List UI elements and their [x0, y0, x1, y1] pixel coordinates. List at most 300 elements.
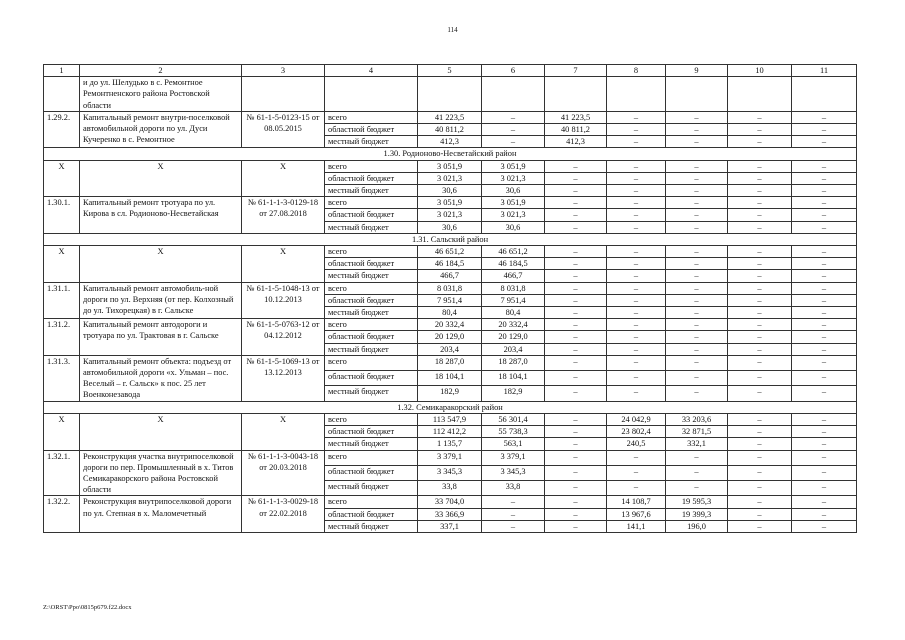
amount-cell: –: [728, 371, 792, 386]
amount-cell: –: [792, 520, 857, 532]
amount-cell: 203,4: [482, 343, 545, 355]
amount-cell: 18 287,0: [418, 355, 482, 370]
amount-cell: –: [728, 343, 792, 355]
amount-cell: –: [728, 282, 792, 294]
permit-document: № 61-1-5-1048-13 от 10.12.2013: [242, 282, 325, 319]
amount-cell: –: [728, 426, 792, 438]
amount-cell: 33,8: [418, 481, 482, 496]
amount-cell: –: [728, 319, 792, 331]
amount-cell: –: [728, 386, 792, 401]
object-name: Х: [80, 413, 242, 450]
amount-cell: 41 223,5: [418, 111, 482, 123]
amount-cell: 3 021,3: [418, 209, 482, 221]
amount-cell: 113 547,9: [418, 413, 482, 425]
section-row: [44, 148, 857, 160]
budget-source: всего: [325, 197, 418, 209]
amount-cell: 80,4: [418, 307, 482, 319]
amount-cell: –: [607, 371, 666, 386]
amount-cell: 563,1: [482, 438, 545, 450]
budget-source: местный бюджет: [325, 343, 418, 355]
column-number: 8: [607, 65, 666, 77]
budget-line-row: [44, 450, 857, 465]
empty-cell: [242, 77, 325, 112]
amount-cell: –: [728, 496, 792, 508]
amount-cell: 18 287,0: [482, 355, 545, 370]
object-name: Капитальный ремонт объекта: подъезд от автомобильной дороги «х. Ульман – пос. Веселый – г. Сальск» к пос. 25 лет Военконезавода: [80, 355, 242, 401]
amount-cell: 182,9: [418, 386, 482, 401]
column-number: 9: [666, 65, 728, 77]
amount-cell: 33 704,0: [418, 496, 482, 508]
amount-cell: –: [728, 246, 792, 258]
amount-cell: 332,1: [666, 438, 728, 450]
amount-cell: 466,7: [482, 270, 545, 282]
permit-document: № 61-1-1-3-0129-18 от 27.08.2018: [242, 197, 325, 234]
amount-cell: 46 184,5: [418, 258, 482, 270]
amount-cell: –: [792, 124, 857, 136]
budget-source: областной бюджет: [325, 172, 418, 184]
budget-line-row: [44, 355, 857, 370]
amount-cell: 18 104,1: [482, 371, 545, 386]
amount-cell: 3 379,1: [418, 450, 482, 465]
amount-cell: –: [666, 258, 728, 270]
budget-source: всего: [325, 450, 418, 465]
amount-cell: 3 051,9: [418, 197, 482, 209]
budget-source: всего: [325, 355, 418, 370]
amount-cell: –: [728, 221, 792, 233]
amount-cell: –: [607, 307, 666, 319]
amount-cell: 3 051,9: [482, 197, 545, 209]
amount-cell: –: [728, 124, 792, 136]
file-path-footer: Z:\ORST\Ppo\0815p679.f22.docx: [43, 604, 132, 611]
amount-cell: –: [792, 185, 857, 197]
amount-cell: –: [545, 386, 607, 401]
amount-cell: –: [666, 209, 728, 221]
amount-cell: –: [607, 246, 666, 258]
amount-cell: –: [792, 197, 857, 209]
amount-cell: –: [792, 209, 857, 221]
amount-cell: –: [545, 438, 607, 450]
amount-cell: –: [666, 160, 728, 172]
amount-cell: 203,4: [418, 343, 482, 355]
amount-cell: 3 051,9: [418, 160, 482, 172]
section-title: 1.30. Родионово-Несветайский район: [44, 148, 857, 160]
amount-cell: –: [728, 465, 792, 480]
amount-cell: 33 203,6: [666, 413, 728, 425]
budget-source: областной бюджет: [325, 371, 418, 386]
amount-cell: –: [792, 111, 857, 123]
amount-cell: –: [792, 450, 857, 465]
amount-cell: –: [792, 136, 857, 148]
permit-document: Х: [242, 413, 325, 450]
amount-cell: –: [728, 508, 792, 520]
amount-cell: 46 184,5: [482, 258, 545, 270]
item-id: 1.32.1.: [44, 450, 80, 496]
amount-cell: 141,1: [607, 520, 666, 532]
amount-cell: –: [792, 343, 857, 355]
amount-cell: –: [607, 258, 666, 270]
budget-source: областной бюджет: [325, 508, 418, 520]
column-number: 2: [80, 65, 242, 77]
amount-cell: –: [728, 294, 792, 306]
amount-cell: –: [545, 413, 607, 425]
amount-cell: 1 135,7: [418, 438, 482, 450]
amount-cell: –: [607, 319, 666, 331]
amount-cell: –: [607, 111, 666, 123]
amount-cell: –: [728, 172, 792, 184]
amount-cell: 19 595,3: [666, 496, 728, 508]
amount-cell: –: [545, 172, 607, 184]
amount-cell: –: [666, 197, 728, 209]
empty-cell: [666, 77, 728, 112]
budget-source: местный бюджет: [325, 386, 418, 401]
amount-cell: –: [728, 136, 792, 148]
amount-cell: –: [607, 209, 666, 221]
object-name: Капитальный ремонт внутри-поселковой автомобильной дороги по ул. Дуси Кучеренко в с. Ремонтное: [80, 111, 242, 148]
budget-source: областной бюджет: [325, 465, 418, 480]
amount-cell: 8 031,8: [418, 282, 482, 294]
amount-cell: –: [607, 124, 666, 136]
budget-source: местный бюджет: [325, 270, 418, 282]
budget-source: местный бюджет: [325, 481, 418, 496]
amount-cell: –: [607, 185, 666, 197]
budget-source: всего: [325, 160, 418, 172]
amount-cell: 182,9: [482, 386, 545, 401]
budget-source: всего: [325, 111, 418, 123]
item-id: [44, 77, 80, 112]
amount-cell: –: [607, 331, 666, 343]
amount-cell: –: [792, 258, 857, 270]
amount-cell: –: [545, 307, 607, 319]
amount-cell: 19 399,3: [666, 508, 728, 520]
budget-line-row: [44, 111, 857, 123]
amount-cell: 55 738,3: [482, 426, 545, 438]
object-name: Х: [80, 160, 242, 197]
amount-cell: 41 223,5: [545, 111, 607, 123]
amount-cell: –: [607, 160, 666, 172]
amount-cell: –: [666, 355, 728, 370]
amount-cell: 32 871,5: [666, 426, 728, 438]
column-number: 5: [418, 65, 482, 77]
amount-cell: 30,6: [482, 185, 545, 197]
amount-cell: –: [607, 355, 666, 370]
amount-cell: 466,7: [418, 270, 482, 282]
amount-cell: 3 021,3: [482, 172, 545, 184]
amount-cell: –: [666, 294, 728, 306]
amount-cell: –: [666, 331, 728, 343]
amount-cell: –: [728, 197, 792, 209]
amount-cell: –: [545, 465, 607, 480]
amount-cell: –: [545, 426, 607, 438]
amount-cell: –: [545, 160, 607, 172]
amount-cell: 30,6: [418, 185, 482, 197]
object-name: и до ул. Шелудько в с. Ремонтное Ремонтненского района Ростовской области: [80, 77, 242, 112]
amount-cell: –: [666, 172, 728, 184]
amount-cell: –: [728, 185, 792, 197]
amount-cell: –: [607, 343, 666, 355]
amount-cell: 3 051,9: [482, 160, 545, 172]
budget-source: местный бюджет: [325, 307, 418, 319]
amount-cell: –: [728, 438, 792, 450]
amount-cell: 196,0: [666, 520, 728, 532]
amount-cell: –: [666, 450, 728, 465]
amount-cell: –: [545, 221, 607, 233]
amount-cell: –: [792, 508, 857, 520]
amount-cell: 24 042,9: [607, 413, 666, 425]
amount-cell: –: [666, 136, 728, 148]
amount-cell: 20 129,0: [418, 331, 482, 343]
amount-cell: –: [607, 270, 666, 282]
item-id: 1.30.1.: [44, 197, 80, 234]
budget-source: областной бюджет: [325, 426, 418, 438]
amount-cell: 20 332,4: [482, 319, 545, 331]
amount-cell: 112 412,2: [418, 426, 482, 438]
amount-cell: –: [545, 319, 607, 331]
column-number: 10: [728, 65, 792, 77]
budget-source: местный бюджет: [325, 438, 418, 450]
amount-cell: 40 811,2: [545, 124, 607, 136]
amount-cell: –: [728, 413, 792, 425]
amount-cell: –: [545, 355, 607, 370]
item-id: Х: [44, 160, 80, 197]
page-number: 114: [447, 26, 458, 34]
amount-cell: 20 129,0: [482, 331, 545, 343]
amount-cell: –: [607, 197, 666, 209]
budget-line-row: [44, 319, 857, 331]
amount-cell: –: [545, 270, 607, 282]
budget-source: областной бюджет: [325, 258, 418, 270]
permit-document: № 61-1-1-3-0043-18 от 20.03.2018: [242, 450, 325, 496]
amount-cell: –: [792, 294, 857, 306]
item-id: 1.31.1.: [44, 282, 80, 319]
amount-cell: –: [728, 270, 792, 282]
empty-cell: [482, 77, 545, 112]
budget-source: местный бюджет: [325, 520, 418, 532]
amount-cell: –: [792, 426, 857, 438]
amount-cell: –: [792, 496, 857, 508]
amount-cell: –: [545, 450, 607, 465]
amount-cell: –: [482, 520, 545, 532]
amount-cell: –: [728, 450, 792, 465]
amount-cell: –: [607, 136, 666, 148]
empty-cell: [545, 77, 607, 112]
amount-cell: –: [728, 160, 792, 172]
budget-source: областной бюджет: [325, 331, 418, 343]
budget-line-row: [44, 282, 857, 294]
amount-cell: –: [728, 209, 792, 221]
amount-cell: –: [792, 331, 857, 343]
column-number: 4: [325, 65, 418, 77]
column-number: 3: [242, 65, 325, 77]
item-id: 1.31.2.: [44, 319, 80, 356]
amount-cell: –: [728, 355, 792, 370]
amount-cell: –: [482, 508, 545, 520]
budget-source: местный бюджет: [325, 221, 418, 233]
budget-line-row: [44, 197, 857, 209]
amount-cell: 80,4: [482, 307, 545, 319]
amount-cell: –: [666, 386, 728, 401]
amount-cell: –: [482, 111, 545, 123]
budget-source: всего: [325, 282, 418, 294]
budget-line-row: [44, 246, 857, 258]
amount-cell: 30,6: [418, 221, 482, 233]
amount-cell: 240,5: [607, 438, 666, 450]
amount-cell: –: [545, 371, 607, 386]
amount-cell: 14 108,7: [607, 496, 666, 508]
amount-cell: –: [666, 282, 728, 294]
amount-cell: –: [666, 124, 728, 136]
budget-source: местный бюджет: [325, 136, 418, 148]
empty-cell: [792, 77, 857, 112]
amount-cell: –: [666, 111, 728, 123]
amount-cell: –: [792, 413, 857, 425]
budget-line-row: [44, 160, 857, 172]
amount-cell: 412,3: [545, 136, 607, 148]
column-number: 6: [482, 65, 545, 77]
amount-cell: –: [666, 307, 728, 319]
amount-cell: –: [792, 160, 857, 172]
amount-cell: –: [792, 172, 857, 184]
amount-cell: 7 951,4: [418, 294, 482, 306]
amount-cell: 3 345,3: [482, 465, 545, 480]
amount-cell: –: [792, 438, 857, 450]
amount-cell: –: [666, 185, 728, 197]
amount-cell: –: [728, 111, 792, 123]
item-id: 1.32.2.: [44, 496, 80, 533]
amount-cell: –: [666, 319, 728, 331]
amount-cell: –: [545, 331, 607, 343]
continuation-row: [44, 77, 857, 112]
amount-cell: –: [666, 465, 728, 480]
amount-cell: –: [482, 124, 545, 136]
amount-cell: –: [482, 136, 545, 148]
budget-source: местный бюджет: [325, 185, 418, 197]
amount-cell: 337,1: [418, 520, 482, 532]
amount-cell: –: [607, 465, 666, 480]
column-number: 11: [792, 65, 857, 77]
amount-cell: 33,8: [482, 481, 545, 496]
amount-cell: –: [545, 508, 607, 520]
amount-cell: –: [792, 465, 857, 480]
amount-cell: –: [545, 343, 607, 355]
amount-cell: –: [545, 185, 607, 197]
amount-cell: –: [792, 371, 857, 386]
column-number: 1: [44, 65, 80, 77]
amount-cell: –: [666, 246, 728, 258]
budget-source: всего: [325, 413, 418, 425]
amount-cell: 40 811,2: [418, 124, 482, 136]
amount-cell: –: [792, 319, 857, 331]
amount-cell: 33 366,9: [418, 508, 482, 520]
budget-source: областной бюджет: [325, 209, 418, 221]
budget-table: [43, 64, 857, 533]
amount-cell: –: [607, 221, 666, 233]
amount-cell: 23 802,4: [607, 426, 666, 438]
permit-document: № 61-1-1-3-0029-18 от 22.02.2018: [242, 496, 325, 533]
amount-cell: 46 651,2: [418, 246, 482, 258]
section-row: [44, 401, 857, 413]
amount-cell: –: [666, 343, 728, 355]
amount-cell: 30,6: [482, 221, 545, 233]
amount-cell: 412,3: [418, 136, 482, 148]
amount-cell: –: [545, 197, 607, 209]
permit-document: № 61-1-5-0763-12 от 04.12.2012: [242, 319, 325, 356]
permit-document: № 61-1-5-1069-13 от 13.12.2013: [242, 355, 325, 401]
object-name: Капитальный ремонт автодороги и тротуара по ул. Трактовая в г. Сальске: [80, 319, 242, 356]
amount-cell: 7 951,4: [482, 294, 545, 306]
amount-cell: 56 301,4: [482, 413, 545, 425]
amount-cell: –: [792, 355, 857, 370]
amount-cell: –: [728, 520, 792, 532]
section-title: 1.31. Сальский район: [44, 233, 857, 245]
amount-cell: –: [792, 282, 857, 294]
budget-source: всего: [325, 319, 418, 331]
item-id: 1.29.2.: [44, 111, 80, 148]
header-row: [44, 65, 857, 77]
empty-cell: [728, 77, 792, 112]
amount-cell: –: [792, 246, 857, 258]
amount-cell: –: [482, 496, 545, 508]
empty-cell: [418, 77, 482, 112]
item-id: 1.31.3.: [44, 355, 80, 401]
amount-cell: –: [545, 282, 607, 294]
amount-cell: 3 345,3: [418, 465, 482, 480]
object-name: Реконструкция внутрипоселковой дороги по ул. Степная в х. Маломечетный: [80, 496, 242, 533]
amount-cell: –: [607, 294, 666, 306]
amount-cell: –: [792, 221, 857, 233]
amount-cell: –: [666, 481, 728, 496]
amount-cell: 46 651,2: [482, 246, 545, 258]
permit-document: Х: [242, 246, 325, 283]
amount-cell: –: [545, 294, 607, 306]
budget-line-row: [44, 496, 857, 508]
amount-cell: 3 021,3: [482, 209, 545, 221]
amount-cell: –: [545, 258, 607, 270]
amount-cell: –: [545, 209, 607, 221]
amount-cell: 18 104,1: [418, 371, 482, 386]
section-row: [44, 233, 857, 245]
permit-document: № 61-1-5-0123-15 от 08.05.2015: [242, 111, 325, 148]
item-id: Х: [44, 246, 80, 283]
amount-cell: –: [666, 270, 728, 282]
budget-source: всего: [325, 246, 418, 258]
amount-cell: 13 967,6: [607, 508, 666, 520]
amount-cell: –: [545, 496, 607, 508]
column-number: 7: [545, 65, 607, 77]
amount-cell: –: [545, 520, 607, 532]
amount-cell: –: [728, 307, 792, 319]
budget-line-row: [44, 413, 857, 425]
amount-cell: –: [607, 386, 666, 401]
empty-cell: [325, 77, 418, 112]
amount-cell: –: [792, 270, 857, 282]
budget-source: всего: [325, 496, 418, 508]
object-name: Реконструкция участка внутрипоселковой дороги по пер. Промышленный в х. Титов Семикаракорского района Ростовской области: [80, 450, 242, 496]
amount-cell: –: [607, 481, 666, 496]
amount-cell: –: [728, 258, 792, 270]
amount-cell: –: [728, 331, 792, 343]
amount-cell: –: [607, 450, 666, 465]
amount-cell: –: [666, 371, 728, 386]
amount-cell: –: [792, 481, 857, 496]
amount-cell: –: [545, 481, 607, 496]
object-name: Х: [80, 246, 242, 283]
item-id: Х: [44, 413, 80, 450]
amount-cell: –: [607, 282, 666, 294]
amount-cell: –: [545, 246, 607, 258]
amount-cell: –: [728, 481, 792, 496]
amount-cell: 3 379,1: [482, 450, 545, 465]
empty-cell: [607, 77, 666, 112]
